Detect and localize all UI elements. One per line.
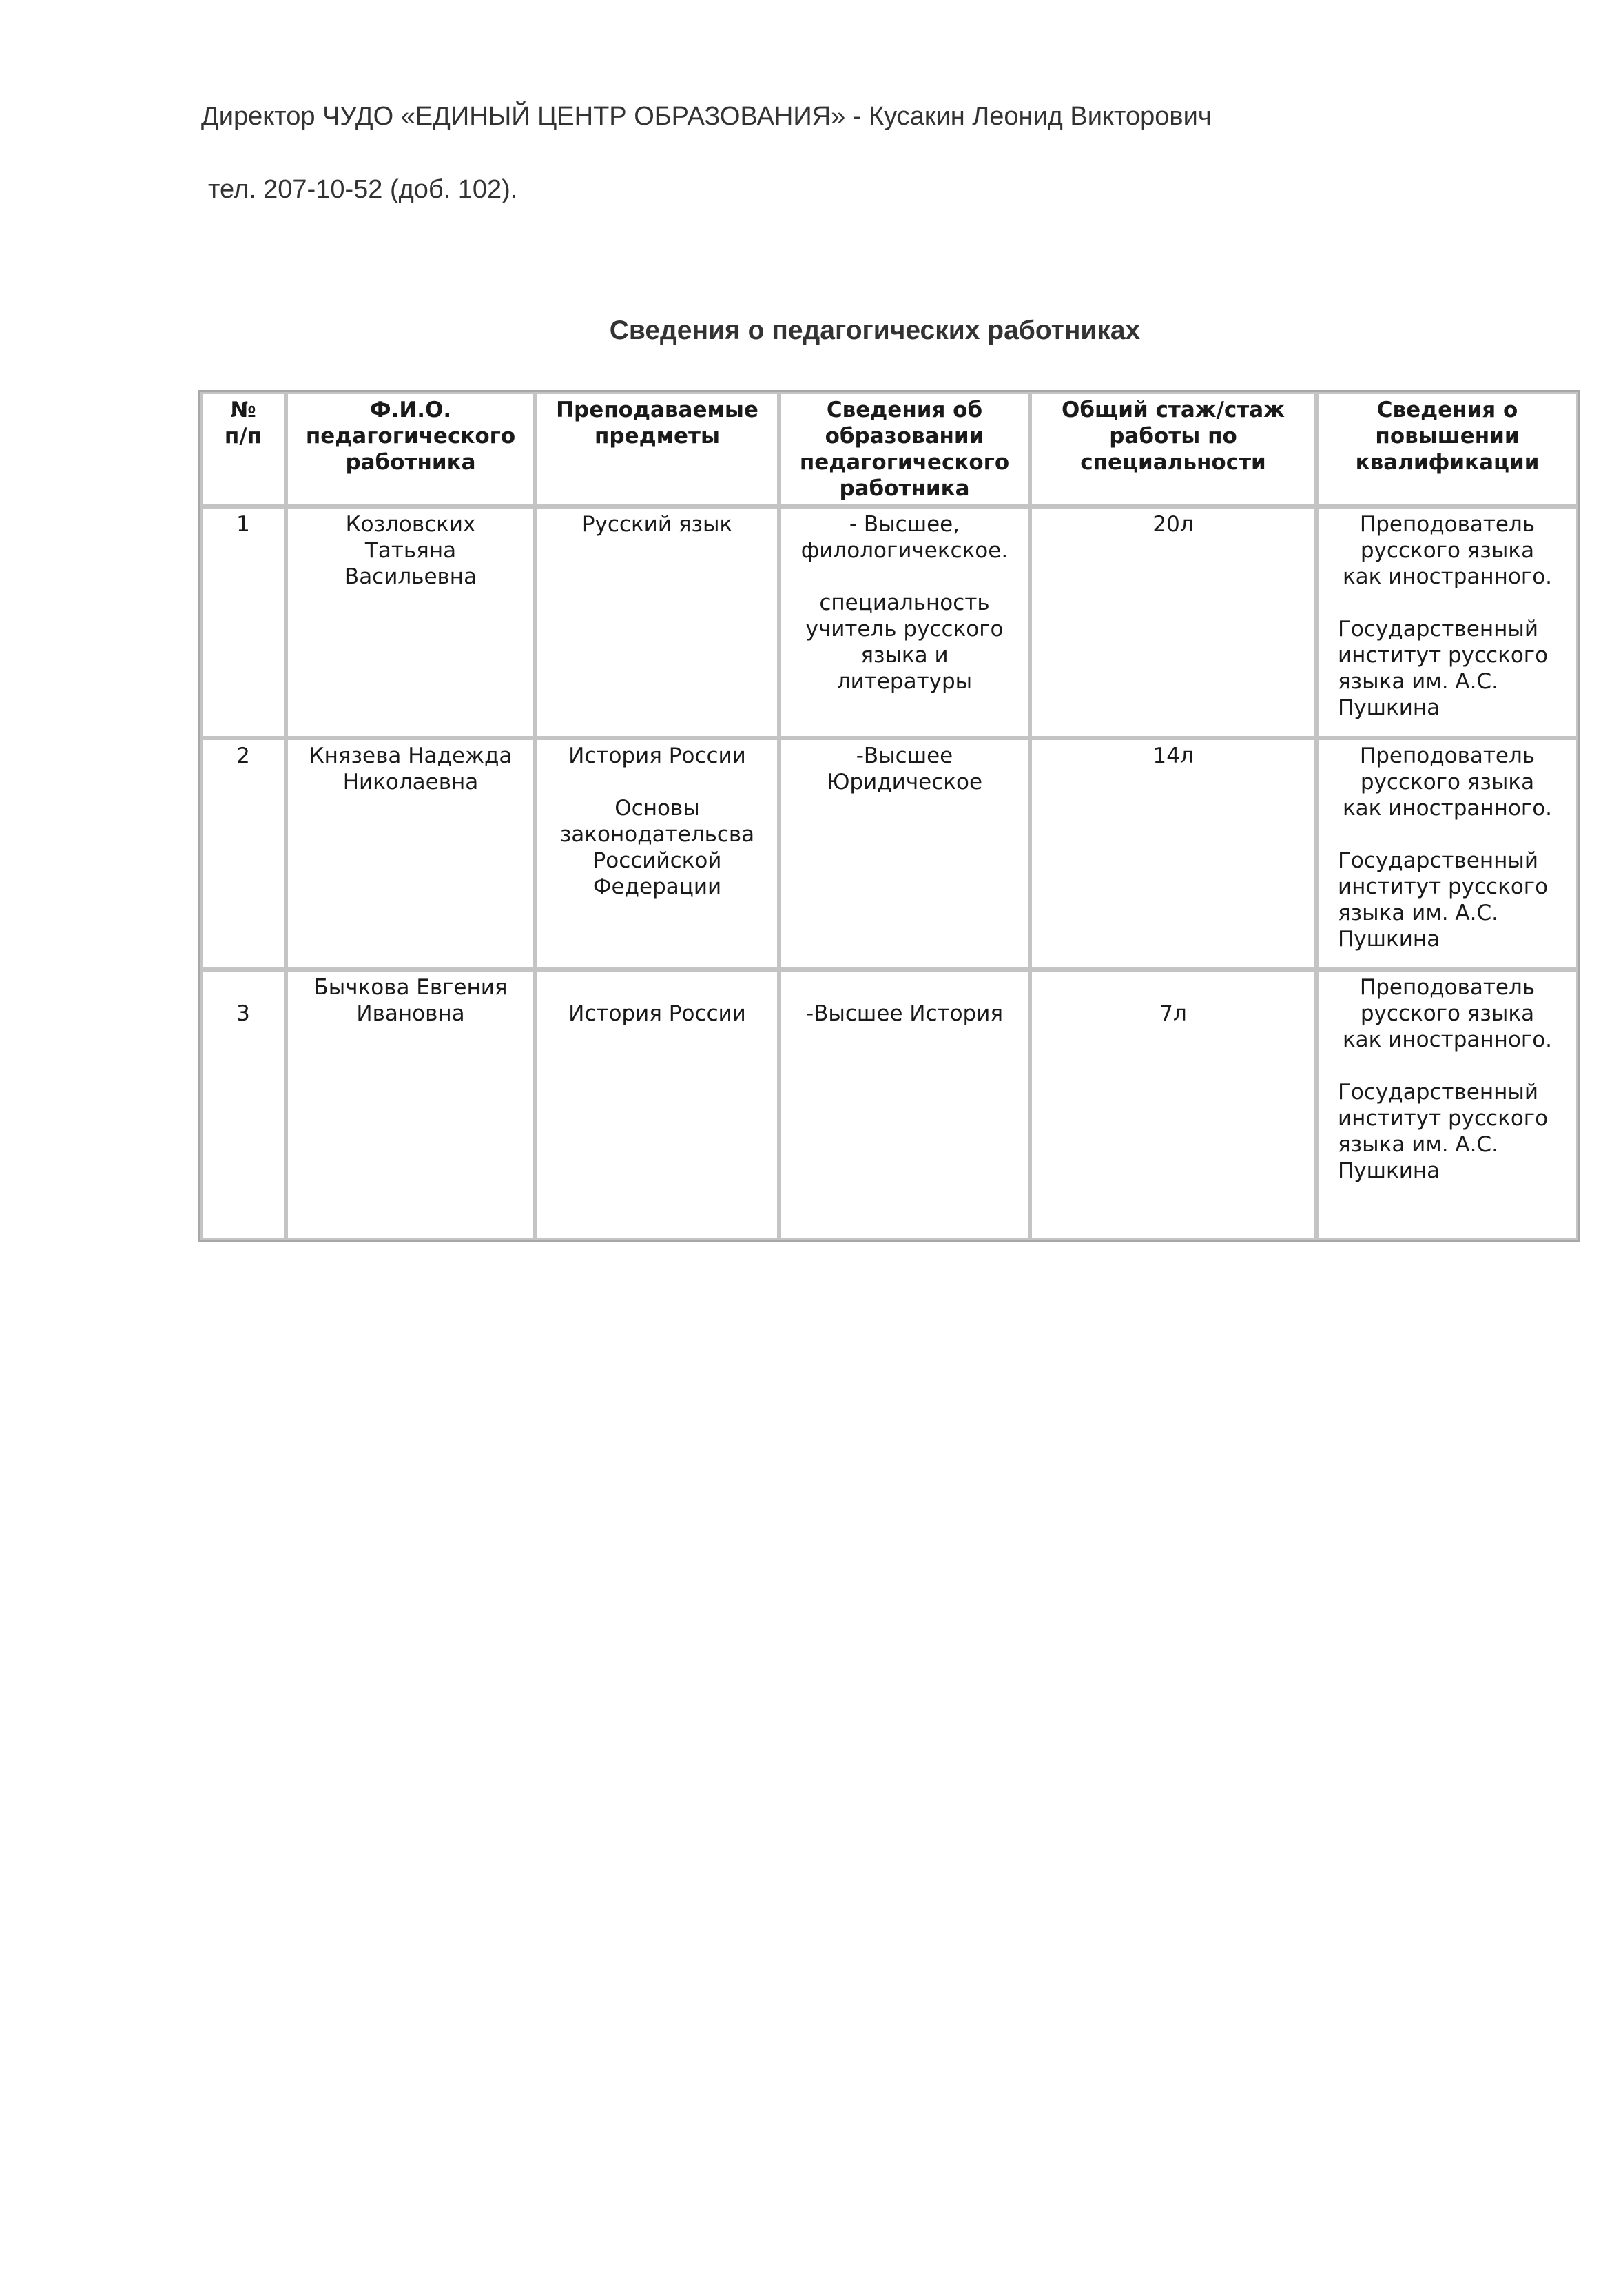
teacher-name: Князева Надежда Николаевна [286, 738, 535, 970]
table-row [200, 970, 1578, 1240]
table-row [200, 506, 1578, 738]
teacher-name: Козловских Татьяна Васильевна [286, 506, 535, 738]
row-number: 2 [200, 738, 286, 970]
qualification: Преподователь русского языка как иностранного. Государственный институт русского языка им. А.С. Пушкина [1316, 506, 1578, 738]
education: -Высшее История [779, 970, 1030, 1240]
qualification: Преподователь русского языка как иностранного. Государственный институт русского языка им. А.С. Пушкина [1316, 970, 1578, 1240]
phone-line: тел. 207-10-52 (доб. 102). [208, 175, 518, 204]
col-header-experience: Общий стаж/стаж работы по специальности [1030, 392, 1316, 506]
col-header-qualification: Сведения о повышении квалификации [1316, 392, 1578, 506]
document-title: Сведения о педагогических работниках [609, 316, 1141, 345]
table-row [200, 738, 1578, 970]
director-line: Директор ЧУДО «ЕДИНЫЙ ЦЕНТР ОБРАЗОВАНИЯ» - Кусакин Леонид Викторович [201, 102, 1212, 131]
teacher-name: Бычкова Евгения Ивановна [286, 970, 535, 1240]
col-header-name: Ф.И.О. педагогического работника [286, 392, 535, 506]
education: -Высшее Юридическое [779, 738, 1030, 970]
experience: 7л [1030, 970, 1316, 1240]
experience: 20л [1030, 506, 1316, 738]
col-header-number: № п/п [200, 392, 286, 506]
qualification: Преподователь русского языка как иностранного. Государственный институт русского языка им. А.С. Пушкина [1316, 738, 1578, 970]
experience: 14л [1030, 738, 1316, 970]
subjects: История России [535, 970, 779, 1240]
table-header-row [200, 392, 1578, 506]
col-header-education: Сведения об образовании педагогического работника [779, 392, 1030, 506]
subjects: Русский язык [535, 506, 779, 738]
row-number: 3 [200, 970, 286, 1240]
subjects: История России Основы законодательсва Российской Федерации [535, 738, 779, 970]
education: - Высшее, филологичекское. специальность учитель русского языка и литературы [779, 506, 1030, 738]
row-number: 1 [200, 506, 286, 738]
col-header-subjects: Преподаваемые предметы [535, 392, 779, 506]
staff-table [198, 390, 1580, 1242]
